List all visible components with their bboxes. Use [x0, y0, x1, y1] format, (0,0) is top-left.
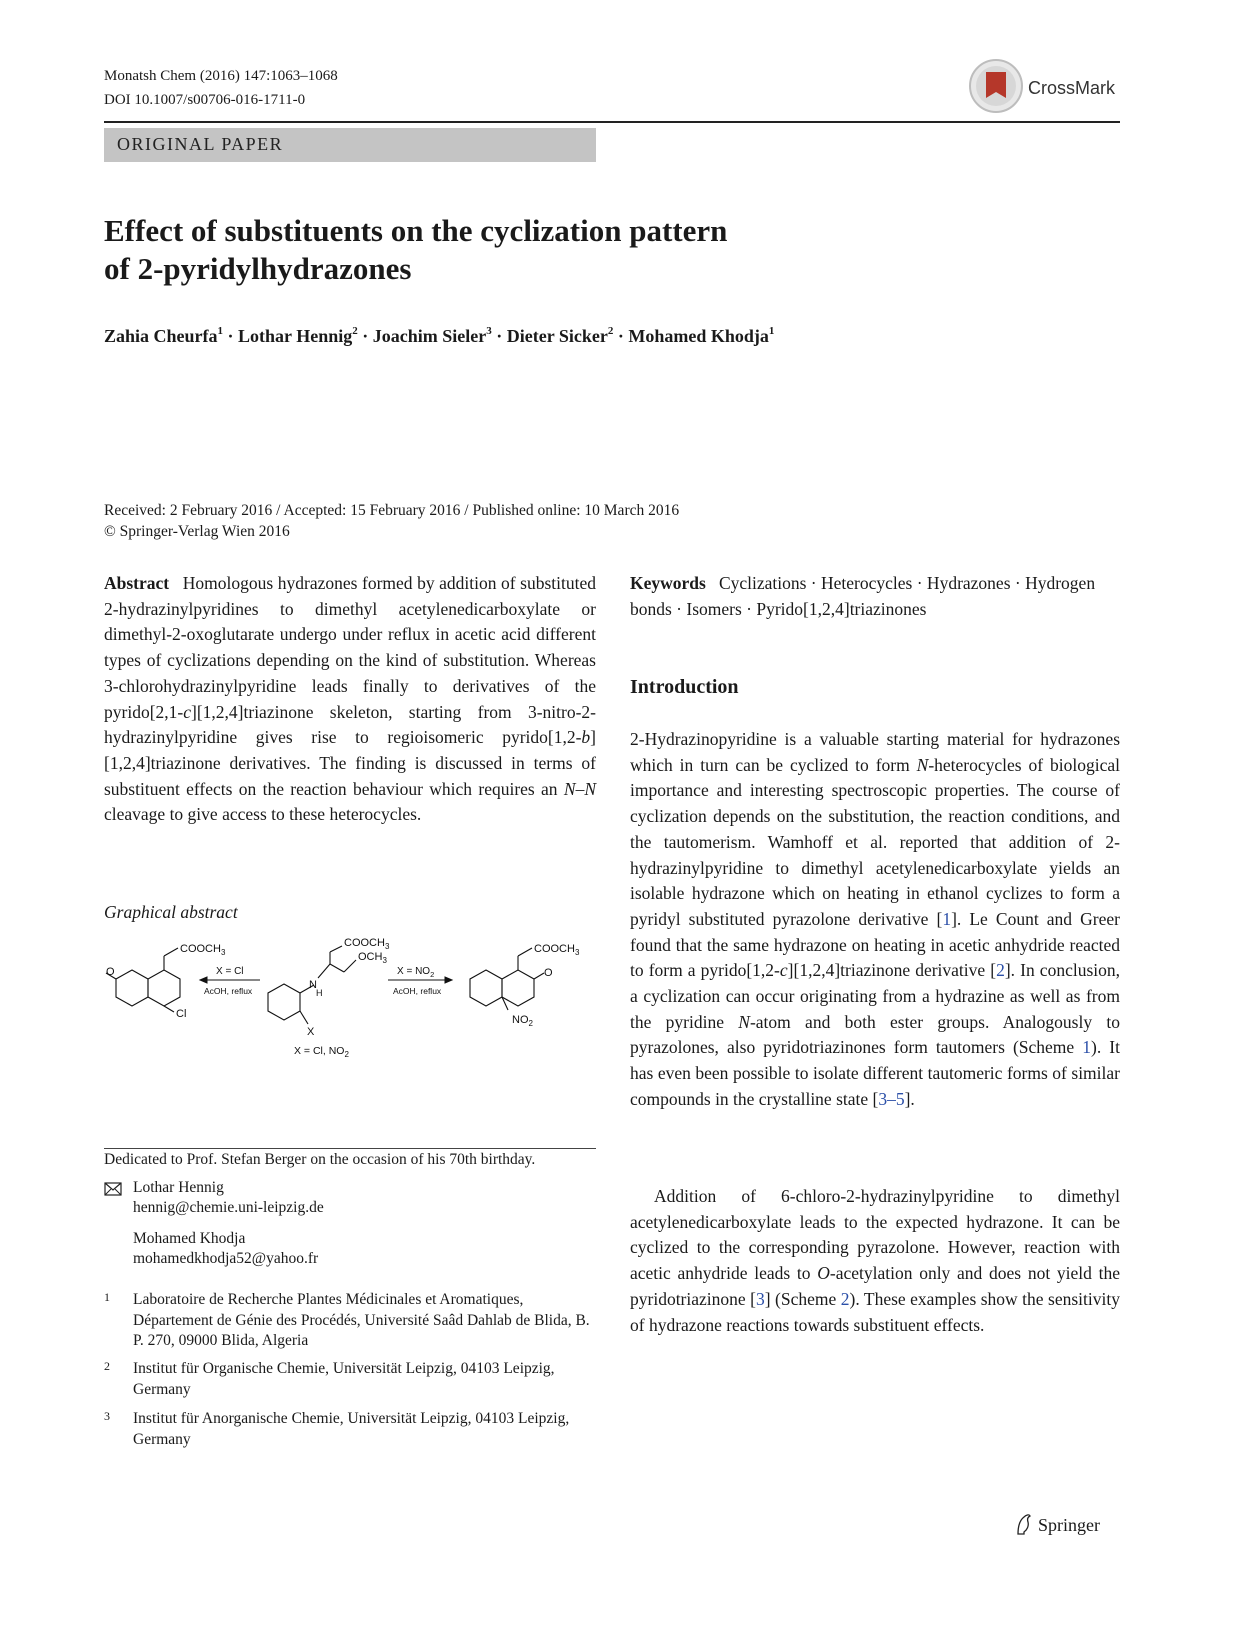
footnote-rule: [104, 1148, 596, 1149]
right-product-structure: [470, 948, 544, 1010]
affiliation-text: Laboratoire de Recherche Plantes Médicinales et Aromatiques, Département de Génie des Procédés, Université Saâd Dahlab de Blida, B. P. 270, 09000 Blida, Algeria: [133, 1291, 590, 1349]
right-arrow: [388, 977, 452, 983]
scheme-link[interactable]: 1: [1082, 1037, 1092, 1058]
mid-och3: $OCH_3$: [358, 951, 387, 965]
corr-email[interactable]: mohamedkhodja52@yahoo.fr: [133, 1250, 319, 1267]
citation-link[interactable]: 3: [755, 1288, 765, 1309]
correspondence-2: [133, 1229, 318, 1269]
abstract-text: ][1,2,4]triazinone derivatives. The finding is discussed in terms of substituent effects on the reaction behaviour which requires an: [104, 727, 596, 799]
right-no2-label: $NO_2$: [512, 1014, 533, 1028]
author-list: [104, 324, 1104, 348]
history-dates: Received: 2 February 2016 / Accepted: 15 February 2016 / Published online: 10 March 2016: [104, 502, 680, 519]
graphical-abstract-scheme: [104, 937, 596, 1094]
abstract: [104, 571, 596, 828]
author-affiliation-mark: 2: [607, 325, 614, 337]
author-name[interactable]: Lothar Hennig: [238, 326, 353, 346]
author-name[interactable]: Zahia Cheurfa: [104, 326, 218, 346]
left-arrow-condition: X = Cl: [216, 966, 244, 977]
journal-citation: [104, 64, 338, 112]
abstract-text: Homologous hydrazones formed by addition of substituted 2-hydrazinylpyridines to dimethyl acetylenedicarboxylate or dimethyl-2-oxoglutarate undergo under reflux in acetic acid different types of cyclizations depending on the kind of substitution. Whereas 3-chlorohydrazinylpyridine leads finally to derivatives of the pyrido[2,1-: [104, 573, 596, 722]
author-name[interactable]: Mohamed Khodja: [628, 326, 769, 346]
abstract-italic: c: [183, 701, 192, 722]
intro-italic: O: [817, 1263, 830, 1284]
publisher-logo-text: Springer: [1038, 1515, 1100, 1535]
author-affiliation-mark: 2: [352, 325, 358, 337]
mid-x-label: X: [307, 1026, 315, 1038]
affiliation-text: Institut für Organische Chemie, Universität Leipzig, 04103 Leipzig, Germany: [133, 1360, 555, 1398]
journal-doi[interactable]: DOI 10.1007/s00706-016-1711-0: [104, 92, 306, 108]
right-cooch3: $COOCH_3$: [534, 943, 580, 957]
header-rule: [104, 121, 1120, 123]
intro-text: ].: [904, 1088, 915, 1109]
intro-text: -atom and both ester groups. Analogously to pyrazolones, also pyridotriazinones form tautomers (Scheme: [630, 1011, 1120, 1058]
left-o-label: O: [106, 966, 115, 978]
affiliation-number: 3: [104, 1409, 110, 1423]
intro-text: ]. In conclusion, a cyclization can occur originating from a hydrazine as well as from the pyridine: [630, 960, 1120, 1032]
title-line-1: Effect of substituents on the cyclization pattern: [104, 213, 728, 248]
affiliation-number: 2: [104, 1359, 110, 1373]
intro-italic: N: [738, 1011, 750, 1032]
article-title: [104, 212, 1004, 288]
intro-text: ]. Le Count and Greer found that the same hydrazone on heating in acetic anhydride reacted to form a pyrido[1,2-: [630, 908, 1120, 981]
section-label: ORIGINAL PAPER: [117, 134, 284, 154]
graphical-abstract-heading: Graphical abstract: [104, 902, 238, 922]
intro-italic: N: [916, 754, 929, 775]
author-separator: ·: [613, 326, 629, 346]
intro-text: 2-Hydrazinopyridine is a valuable starting material for hydrazones which in turn can be cyclized to form: [630, 729, 1120, 775]
scheme-link[interactable]: 2: [840, 1288, 850, 1309]
corr-email[interactable]: hennig@chemie.uni-leipzig.de: [133, 1199, 324, 1216]
intro-text: ). It has even been possible to isolate different tautomeric forms of similar compounds in the crystalline state [: [630, 1037, 1120, 1109]
abstract-text: cleavage to give access to these heterocycles.: [104, 804, 422, 825]
crossmark-badge[interactable]: [968, 58, 1120, 118]
intro-text: -heterocycles of biological importance and interesting spectroscopic properties. The course of cyclization depends on the substitution, the reaction conditions, and the tautomerism. Wamhoff et al. reported that addition of 2-hydrazinylpyridine to dimethyl acetylenedicarboxylate yields an isolable hydrazone which on heating in ethanol cyclizes to form a pyridyl substituted pyrazolone derivative [: [630, 754, 1120, 929]
envelope-icon: [104, 1182, 122, 1196]
author-separator: ·: [223, 326, 239, 346]
introduction-heading: Introduction: [630, 676, 739, 698]
right-o-label: O: [544, 967, 553, 979]
springer-horse-icon: [1014, 1512, 1034, 1536]
left-cl-label: Cl: [176, 1008, 187, 1020]
affiliation-text: Institut für Anorganische Chemie, Universität Leipzig, 04103 Leipzig, Germany: [133, 1410, 570, 1448]
author-affiliation-mark: 1: [217, 325, 224, 337]
mid-cooch3: $COOCH_3$: [344, 937, 390, 951]
intro-text: ] (Scheme: [764, 1288, 841, 1309]
title-line-2: of 2-pyridylhydrazones: [104, 251, 412, 286]
author-name[interactable]: Joachim Sieler: [372, 326, 487, 346]
affiliation-number: 1: [104, 1290, 110, 1304]
author-name[interactable]: Dieter Sicker: [506, 326, 608, 346]
journal-volume: Monatsh Chem (2016) 147:1063–1068: [104, 68, 338, 84]
intro-text: -acetylation only and does not yield the pyridotriazinone [: [630, 1263, 1120, 1309]
abstract-text: ][1,2,4]triazinone skeleton, starting from 3-nitro-2-hydrazinylpyridine gives rise to regioisomeric pyrido[1,2-: [104, 701, 596, 748]
intro-text: ). These examples show the sensitivity of hydrazone reactions towards substituent effects.: [630, 1288, 1120, 1335]
copyright-line: © Springer-Verlag Wien 2016: [104, 523, 290, 540]
left-cooch3: $COOCH_3$: [180, 943, 226, 957]
intro-text: ][1,2,4]triazinone derivative [: [787, 960, 997, 981]
mid-n-label: N: [309, 979, 317, 991]
corr-name: Mohamed Khodja: [133, 1230, 246, 1247]
author-affiliation-mark: 3: [486, 325, 492, 337]
author-separator: ·: [357, 326, 373, 346]
intro-italic: c: [779, 960, 788, 981]
introduction-paragraph-2: [630, 1184, 1120, 1338]
author-separator: ·: [491, 326, 507, 346]
keywords-heading: Keywords: [630, 573, 706, 593]
correspondence-1: [133, 1178, 324, 1218]
intro-text: Addition of 6-chloro-2-hydrazinylpyridine to dimethyl acetylenedicarboxylate leads to the expected hydrazone. It can be cyclized to the corresponding pyrazolone. However, reaction with acetic anhydride leads to: [630, 1186, 1120, 1284]
substituent-caption: X = Cl, $NO_2$: [294, 1045, 349, 1059]
dedication: Dedicated to Prof. Stefan Berger on the occasion of his 70th birthday.: [104, 1151, 536, 1168]
mid-h-label: H: [316, 988, 323, 998]
article-dates: [104, 500, 904, 542]
left-arrow: [200, 977, 260, 983]
right-arrow-condition: $X = NO_2$: [397, 966, 435, 979]
left-product-structure: [106, 948, 180, 1012]
abstract-italic: b: [581, 727, 591, 748]
crossmark-label: CrossMark: [1028, 78, 1116, 98]
keywords: [630, 571, 1120, 622]
introduction-paragraph-1: [630, 727, 1120, 1113]
left-arrow-reagent: AcOH, reflux: [204, 986, 253, 996]
crossmark-icon: [968, 58, 1024, 114]
corr-name: Lothar Hennig: [133, 1179, 224, 1196]
citation-link[interactable]: 3–5: [878, 1088, 905, 1109]
section-tag: [104, 128, 596, 162]
citation-link[interactable]: 1: [942, 908, 952, 929]
abstract-heading: Abstract: [104, 573, 170, 593]
abstract-italic: N–N: [563, 778, 596, 799]
citation-link[interactable]: 2: [996, 960, 1005, 981]
right-arrow-reagent: AcOH, reflux: [393, 986, 442, 996]
keywords-list: Cyclizations · Heterocycles · Hydrazones · Hydrogen bonds · Isomers · Pyrido[1,2,4]triazinones: [630, 573, 1096, 619]
author-affiliation-mark: 1: [768, 325, 775, 337]
